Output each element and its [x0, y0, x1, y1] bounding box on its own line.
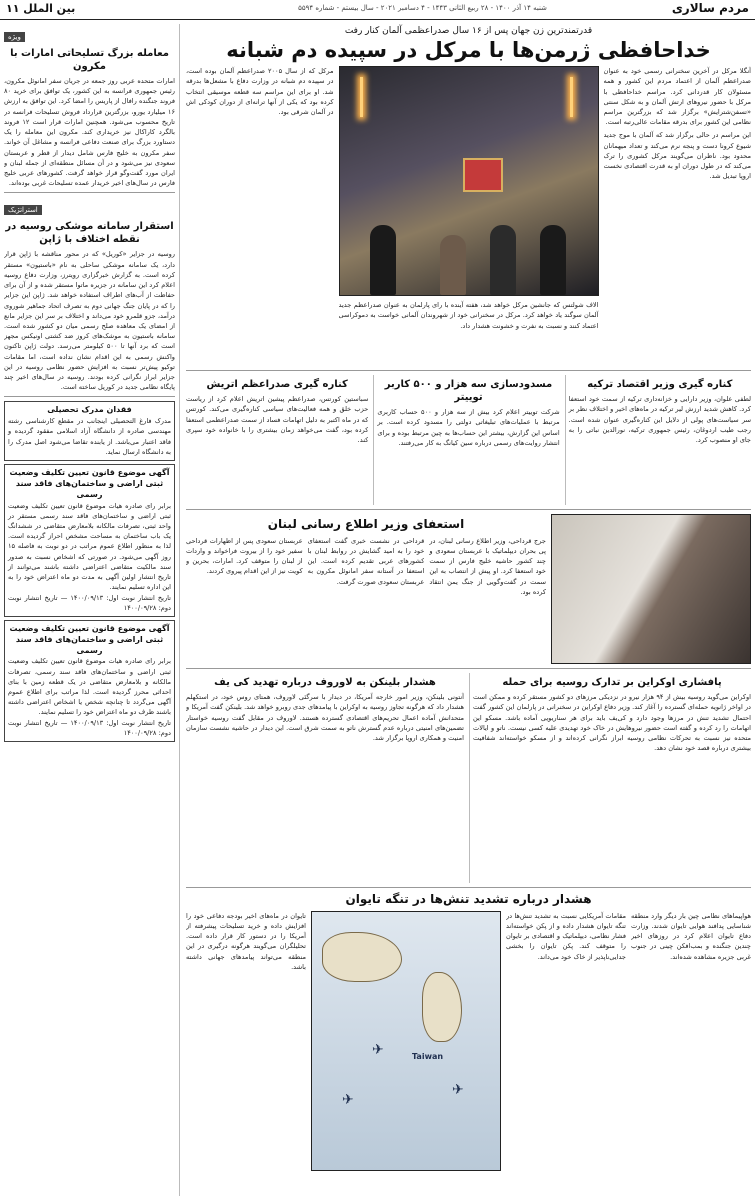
classified-ad: [4, 620, 175, 742]
ad-body: برابر رای صادره هیات موضوع قانون تعیین تکلیف وضعیت ثبتی اراضی و ساختمان‌های فاقد سند رسمی مستقر در واحد ثبتی، تصرفات مالکانه بلامعارض متقاضی در ششدانگ یک باب ساختمان به مساحت مشخص احراز گردیده است. لذا به منظور اطلاع عموم مراتب در دو نوبت به فاصله ۱۵ روز آگهی می‌شود. در صورتی که اشخاص نسبت به صدور سند مالکیت متقاضی اعتراضی داشته باشند می‌توانند از تاریخ انتشار اولین آگهی به مدت دو ماه اعتراض خود را به این اداره تسلیم نمایند.: [8, 501, 171, 592]
article-body: روسیه در جزایر «کوریل» که در محور مناقشه با ژاپن قرار دارد، یک سامانه موشکی ساحلی به نام «باستیون» مستقر کرده است. به گزارش خبرگزاری رویترز، وزارت دفاع روسیه اعلام کرد این سامانه در جزیره ماتوا مستقر شده و از آن برای حفاظت از آب‌های اطراف استفاده خواهد شد. ژاپن این جزایر را که در پایان جنگ جهانی دوم به تصرف اتحاد جماهیر شوروی درآمد، جزو قلمرو خود می‌داند و اختلاف بر سر این جزایر مانع از امضای یک معاهده صلح رسمی میان دو کشور شده است. سامانه باستیون به موشک‌های کروز ضد کشتی اونیکس مجهز است که برد آنها تا ۵۰۰ کیلومتر می‌رسد. دولت ژاپن تاکنون واکنش رسمی به این اقدام نشان نداده است، اما مقامات توکیو پیش‌تر نسبت به افزایش حضور نظامی روسیه در این جزایر ابراز نگرانی کرده بودند. روسیه در سال‌های اخیر چند پایگاه نظامی جدید در کوریل ساخته است.: [4, 250, 175, 392]
article-body: شرکت توییتر اعلام کرد بیش از سه هزار و ۵۰۰ حساب کاربری مرتبط با عملیات‌های تبلیغاتی دولتی را مسدود کرده است. بر اساس این گزارش، بیشتر این حساب‌ها به چین مرتبط بوده و برای انتشار روایت‌های رسمی درباره سین کیانگ به کار می‌رفتند.: [377, 408, 560, 447]
article-body: جرج قرداحی، وزیر اطلاع رسانی لبنان، در پی بحران دیپلماتیک با عربستان سعودی و چند کشور حاشیه خلیج فارس از سمت خود استعفا کرد. او پیش از انتصاب به این سمت در گفت‌وگویی از جنگ یمن انتقاد کرده بود.: [429, 536, 546, 596]
article-body: اوکراین می‌گوید روسیه بیش از ۹۴ هزار نیرو در نزدیکی مرزهای دو کشور مستقر کرده و ممکن است در اواخر ژانویه حمله‌ای گسترده را آغاز کند. وزیر دفاع اوکراین در سخنرانی در پارلمان این کشور گفت احتمال تشدید تنش در مرزها وجود دارد و کی‌یف باید برای هر سناریویی آماده باشد. مسکو این اتهامات را رد کرده و گفته است حضور نیروهایش در خاک خود تهدیدی علیه کسی نیست. ناتو و ایالات متحده نیز نسبت به تحرکات نظامی روسیه ابراز نگرانی کرده‌اند و از مسکو خواسته‌اند شفافیت بیشتری درباره قصد خود نشان دهد.: [473, 693, 751, 753]
plane-icon: ✈: [452, 1081, 464, 1098]
ad-dates: تاریخ انتشار نوبت اول: ۱۴۰۰/۰۹/۱۳ — تاریخ انتشار نوبت دوم: ۱۴۰۰/۰۹/۲۸: [8, 593, 171, 612]
article-body: مقامات آمریکایی نسبت به تشدید تنش‌ها در تنگه تایوان هشدار داده و از پکن خواسته‌اند فشار نظامی، دیپلماتیک و اقتصادی بر تایوان را متوقف کند. پکن تایوان را بخشی جدایی‌ناپذیر از خاک خود می‌داند.: [506, 911, 626, 961]
lead-body: آنگلا مرکل در آخرین سخنرانی رسمی خود به عنوان صدراعظم آلمان از اعتماد مردم این کشور و همه مسئولان کار قدردانی کرد. مراسم خداحافظی با مرکل با حضور نیروهای ارتش آلمان و به شکل سنتی «تسفن‌شترایش» برگزار شد که بزرگترین مراسم نظامی این کشور برای بدرقه مقامات عالی‌رتبه است.: [603, 67, 751, 127]
divider: [186, 509, 751, 510]
ad-title: آگهی موضوع قانون تعیین تکلیف وضعیت ثبتی اراضی و ساختمان‌های فاقد سند رسمی: [9, 623, 170, 655]
article-body: آنتونی بلینکن، وزیر امور خارجه آمریکا، در دیدار با سرگئی لاوروف، همتای روس خود، در استکهلم هشدار داد که هرگونه تجاوز روسیه به اوکراین با پیامدهای جدی روبرو خواهد شد. بلینکن گفت آمریکا و متحدانش آماده اعمال تحریم‌های اقتصادی گسترده هستند. لاوروف در مقابل گفت روسیه خواستار تضمین‌های امنیتی درباره عدم گسترش ناتو به سمت شرق است. این دیدار در حاشیه نشست سازمان امنیت و همکاری اروپا برگزار شد.: [186, 693, 464, 743]
ad-body: برابر رای صادره هیات موضوع قانون تعیین تکلیف وضعیت ثبتی اراضی و ساختمان‌های فاقد سند رسمی، تصرفات مالکانه و بلامعارض متقاضی در یک قطعه زمین با بنای احداثی محرز گردیده است. لذا مراتب برای اطلاع عموم آگهی می‌گردد تا چنانچه شخص یا اشخاص اعتراضی داشته باشند ظرف دو ماه اعتراض خود را تسلیم نمایند.: [8, 657, 171, 717]
main-area: [186, 24, 751, 1196]
article-body: لطفی علوان، وزیر دارایی و خزانه‌داری ترکیه از سمت خود استعفا کرد. کاهش شدید ارزش لیر ترکیه در ماه‌های اخیر و اختلاف نظر بر سر سیاست‌های پولی از دلایل این کناره‌گیری عنوان شده است. رجب طیب اردوغان، رئیس جمهوری ترکیه، نورالدین نباتی را به جای او منصوب کرد.: [568, 395, 751, 445]
lebanon-minister-photo: [551, 514, 751, 664]
article-title: هشدار بلینکن به لاوروف درباره تهدید کی یف: [214, 677, 436, 689]
ad-title: آگهی موضوع قانون تعیین تکلیف وضعیت ثبتی اراضی و ساختمان‌های فاقد سند رسمی: [9, 468, 170, 499]
article-body: قرداحی در نشست خبری گفت استعفای خود را به امید گشایش در روابط لبنان با کشورهای عربی تقدیم کرده است. این استعفا در آستانه سفر امانوئل مکرون به عربستان سعودی صورت گرفت.: [307, 536, 425, 586]
ad-body: مدرک فارغ التحصیلی اینجانب در مقطع کارشناسی رشته مهندسی صادره از دانشگاه آزاد اسلامی مفقود گردیده و فاقد اعتبار می‌باشد. از یابنده تقاضا می‌شود اصل مدرک را به دانشگاه ارسال نماید.: [8, 417, 171, 456]
article-title: پافشاری اوکراین بر تدارک روسیه برای حمله: [502, 677, 722, 689]
plane-icon: ✈: [342, 1091, 354, 1108]
section-tag: ویژه: [4, 32, 25, 42]
divider: [186, 370, 751, 371]
section-tag: استراتژیک: [4, 205, 42, 215]
classified-ad: [4, 401, 175, 461]
article-body: امارات متحده عربی روز جمعه در جریان سفر امانوئل مکرون، رئیس جمهوری فرانسه به این کشور، یک توافق برای خرید ۸۰ فروند جنگنده رافال از پاریس را امضا کرد. این توافق به ارزش ۱۶ میلیارد یورو، بزرگترین قرارداد فروش تسلیحات فرانسه در تاریخ محسوب می‌شود. همچنین امارات قرار است ۱۲ فروند بالگرد کاراکال نیز خریداری کند. مکرون این معامله را یک دستاورد بزرگ برای صنعت دفاعی فرانسه و مشاغل آن خواند. سفر مکرون به خلیج فارس شامل دیدار از قطر و عربستان سعودی نیز می‌شود و در آن مسائل منطقه‌ای از جمله لبنان و ایران مورد گفت‌وگو قرار خواهد گرفت. کشورهای عربی خلیج فارس در سال‌های اخیر خریدار عمده تسلیحات غربی بوده‌اند.: [4, 77, 175, 188]
ad-title: فقدان مدرک تحصیلی: [47, 405, 132, 415]
article-title: کناره گیری وزیر اقتصاد ترکیه: [587, 379, 733, 391]
page-header: [0, 0, 755, 20]
lead-body: الاف شولتس که جانشین مرکل خواهد شد، هفته آینده با رای پارلمان به عنوان صدراعظم جدید آلمان سوگند یاد خواهد کرد. مرکل در سخنرانی خود از شهروندان آلمانی خواست به دموکراسی اعتماد کنند و نسبت به نفرت و خشونت هشدار داد.: [338, 301, 599, 330]
article-body: سباستین کورتس، صدراعظم پیشین اتریش اعلام کرد از ریاست حزب خلق و همه فعالیت‌های سیاسی کناره‌گیری می‌کند. کورتس که در ماه اکتبر به دلیل اتهامات فساد از سمت صدراعظمی استعفا کرده بود، گفت می‌خواهد زمان بیشتری را با خانواده خود سپری کند.: [186, 395, 369, 445]
taiwan-map-graphic: [311, 911, 501, 1171]
divider: [186, 887, 751, 888]
plane-icon: ✈: [372, 1041, 384, 1058]
left-column: [4, 24, 180, 1196]
classified-ad: [4, 464, 175, 617]
dateline: شنبه ۱۴ آذر ۱۴۰۰ - ۲۸ ربیع الثانی ۱۴۴۳ - ۴ دسامبر ۲۰۲۱ - سال بیستم - شماره ۵۵۹۴: [298, 4, 547, 12]
article-title: معامله بزرگ تسلیحاتی امارات با مکرون: [10, 48, 169, 72]
ad-dates: تاریخ انتشار نوبت اول: ۱۴۰۰/۰۹/۱۳ — تاریخ انتشار نوبت دوم: ۱۴۰۰/۰۹/۲۸: [8, 718, 171, 737]
divider: [186, 668, 751, 669]
article-title: هشدار درباره تشدید تنش‌ها در تنگه تایوان: [345, 892, 592, 907]
article-title: کناره گیری صدراعظم اتریش: [206, 379, 348, 391]
article-title: مسدودسازی سه هزار و ۵۰۰ کاربر توییتر: [384, 379, 553, 404]
map-label: Taiwan: [412, 1051, 444, 1061]
article-title: استعفای وزیر اطلاع رسانی لبنان: [267, 517, 465, 532]
lead-kicker: قدرتمندترین زن جهان پس از ۱۶ سال صدراعظمی آلمان کنار رفت: [344, 26, 593, 36]
divider: [4, 396, 175, 397]
article-title: استقرار سامانه موشکی روسیه در نقطه اختلاف با ژاپن: [5, 221, 174, 246]
newspaper-brand: مردم سالاری: [671, 1, 749, 15]
divider: [4, 192, 175, 193]
lead-headline: خداحافظی ژرمن‌ها با مرکل در سپیده دم شبانه: [226, 38, 711, 62]
article-body: عربستان سعودی پس از اظهارات قرداحی سفیر خود را از بیروت فراخواند و واردات از لبنان را متوقف کرد. امارات، بحرین و کویت نیز از این اقدام پیروی کردند.: [186, 536, 303, 576]
lead-body: این مراسم در حالی برگزار شد که آلمان با موج جدید شیوع کرونا دست و پنجه نرم می‌کند و تعداد میهمانان محدود بود. ناظران می‌گویند مرکل کشوری را ترک می‌کند که در طول دوران او به قدرت اقتصادی نخست اروپا تبدیل شد.: [603, 131, 751, 181]
lead-body: مرکل که از سال ۲۰۰۵ صدراعظم آلمان بوده است، در سپیده دم شبانه در وزارت دفاع با مشعل‌ها بدرقه شد. او برای این مراسم سه قطعه موسیقی انتخاب کرده بود که یکی از آنها ترانه‌ای از دوران کودکی اش در آلمان شرقی بود.: [186, 67, 334, 117]
merkel-ceremony-photo: [339, 66, 599, 296]
article-body: تایوان در ماه‌های اخیر بودجه دفاعی خود را افزایش داده و خرید تسلیحات پیشرفته از آمریکا را در دستور کار قرار داده است. تحلیلگران می‌گویند هرگونه درگیری در این منطقه می‌تواند پیامدهای جهانی داشته باشد.: [186, 911, 306, 971]
article-body: هواپیماهای نظامی چین بار دیگر وارد منطقه شناسایی پدافند هوایی تایوان شدند. وزارت دفاع تایوان اعلام کرد در روزهای اخیر چندین جنگنده و بمب‌افکن چینی در جنوب غربی جزیره مشاهده شده‌اند.: [631, 911, 751, 961]
section-name: بین الملل ۱۱: [6, 2, 76, 15]
